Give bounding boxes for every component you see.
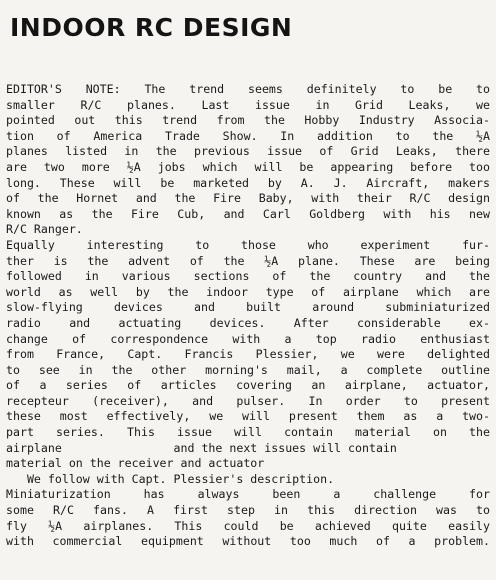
text-line: airplane and the next issues will contain [6, 440, 397, 455]
text-line: with commercial equipment without too much of a problem. [6, 534, 490, 549]
text-line: some R/C fans. A first step in this direction was to [6, 503, 490, 518]
text-line: of a series of articles covering an airplane, actuator, [6, 378, 490, 393]
text-line: tion of America Trade Show. In addition to the ½A [6, 128, 490, 143]
text-line: are two more ½A jobs which will be appearing before too [6, 159, 490, 174]
article-heading: INDOOR RC DESIGN [10, 13, 293, 42]
text-line: from France, Capt. Francis Plessier, we were delighted [6, 347, 490, 362]
text-line: We follow with Capt. Plessier's description. [6, 471, 335, 486]
text-line: these most effectively, we will present them as a two- [6, 409, 490, 424]
text-line: slow-flying devices and built around subminiaturized [6, 300, 490, 315]
text-line: to see in the other morning's mail, a complete outline [6, 362, 490, 377]
text-line: smaller R/C planes. Last issue in Grid Leaks, we [6, 97, 490, 112]
text-line: ther is the advent of the ½A plane. These are being [6, 253, 490, 268]
text-line: part series. This issue will contain material on the [6, 425, 490, 440]
text-line: change of correspondence with a top radio enthusiast [6, 331, 490, 346]
text-line: R/C Ranger. [6, 222, 83, 237]
text-line: pointed out this trend from the Hobby Industry Associa- [6, 113, 490, 128]
text-line: material on the receiver and actuator [6, 456, 265, 471]
text-line: of the Hornet and the Fire Baby, with their R/C design [6, 191, 490, 206]
text-line: world as well by the indoor type of airplane which are [6, 284, 490, 299]
text-line: EDITOR'S NOTE: The trend seems definitely to be to [6, 82, 490, 96]
text-line: Equally interesting to those who experiment fur- [6, 237, 490, 252]
text-line: recepteur (receiver), and pulser. In order to present [6, 393, 490, 408]
text-line: followed in various sections of the country and the [6, 269, 490, 284]
text-line: fly ½A airplanes. This could be achieved quite easily [6, 518, 490, 533]
text-line: long. These will be marketed by A. J. Aircraft, makers [6, 175, 490, 190]
text-line: radio and actuating devices. After considerable ex- [6, 315, 490, 330]
text-line: Miniaturization has always been a challenge for [6, 487, 490, 502]
article-body [6, 82, 490, 550]
text-line: planes listed in the previous issue of Grid Leaks, there [6, 144, 490, 159]
text-line: known as the Fire Cub, and Carl Goldberg with his new [6, 206, 490, 221]
